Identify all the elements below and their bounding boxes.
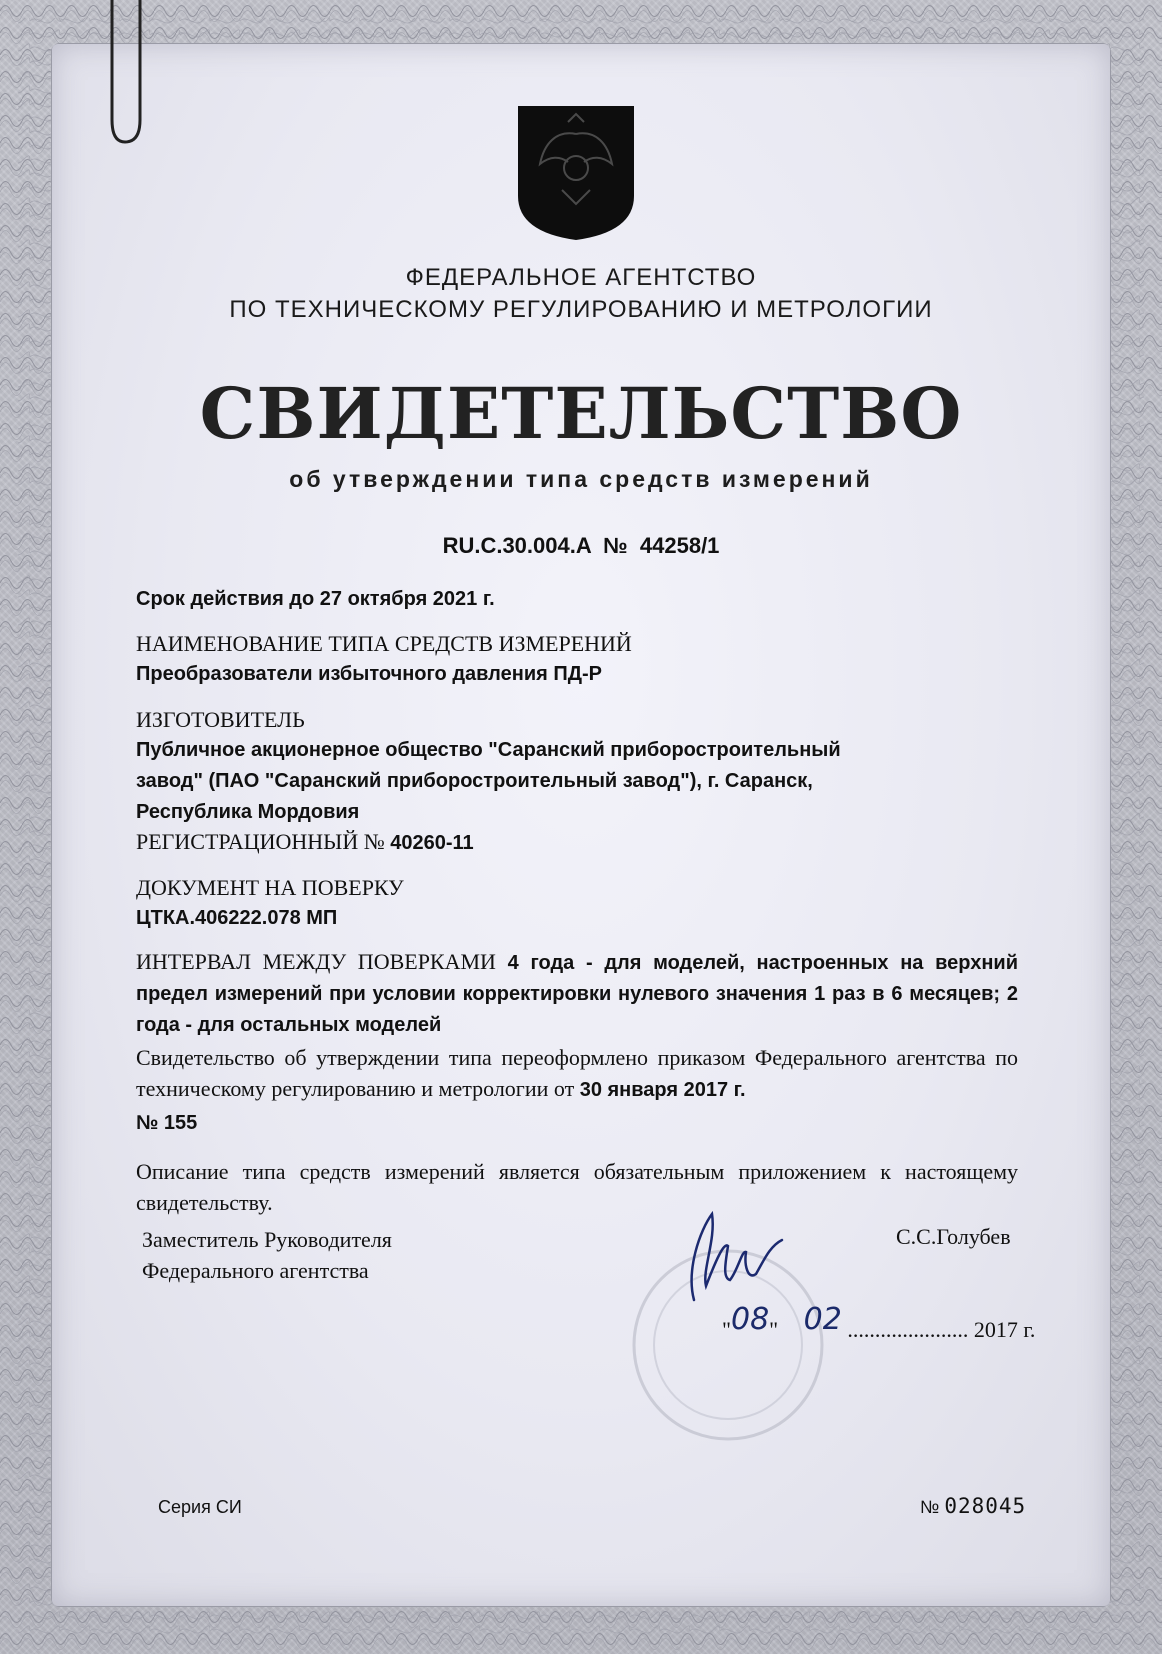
signatory-position-line2: Федерального агентства [142,1258,369,1283]
date-close-quote: " [769,1317,779,1342]
paper-clip-icon [110,0,160,150]
manufacturer-line2: завод" (ПАО "Саранский приборостроительный завод"), г. Саранск, [136,770,813,792]
signatory-position-line1: Заместитель Руководителя [142,1227,392,1252]
registration-value: 40260-11 [390,832,474,854]
interval-text: 4 года - для моделей, настроенных на верхний предел измерений при условии корректировки нулевого значения 1 раз в 6 месяцев; 2 года - для остальных моделей [136,952,1018,1036]
interval-label: ИНТЕРВАЛ МЕЖДУ ПОВЕРКАМИ [136,949,496,974]
verification-doc-section [136,872,1022,934]
verification-doc-label: ДОКУМЕНТ НА ПОВЕРКУ [136,875,404,900]
date-year: 2017 г. [973,1317,1036,1342]
date-month: 02 [803,1302,842,1337]
reissue-order: № 155 [136,1112,198,1134]
type-name-section [136,628,1022,690]
certificate-number: RU.C.30.004.A № 44258/1 [442,533,720,558]
document-title: СВИДЕТЕЛЬСТВО [199,372,963,455]
agency-line1: ФЕДЕРАЛЬНОЕ АГЕНТСТВО [405,264,757,291]
reissue-text: Свидетельство об утверждении типа переоформлено приказом Федерального агентства по техническому регулированию и метрологии от [136,1045,1018,1101]
serial-number [920,1494,1026,1518]
type-name-value: Преобразователи избыточного давления ПД-Р [136,663,602,685]
type-name-label: НАИМЕНОВАНИЕ ТИПА СРЕДСТВ ИЗМЕРЕНИЙ [136,631,632,656]
interval-section [136,946,1018,1041]
signatory-position [142,1224,392,1286]
validity-label: Срок действия до [136,588,315,610]
serial-value: 028045 [944,1494,1027,1518]
date-open-quote: " [722,1317,731,1342]
manufacturer-line3: Республика Мордовия [136,801,360,823]
verification-doc-value: ЦТКА.406222.078 МП [136,907,338,929]
registration-label: РЕГИСТРАЦИОННЫЙ № [136,829,385,854]
signatory-name: С.С.Голубев [896,1224,1011,1249]
manufacturer-label: ИЗГОТОВИТЕЛЬ [136,707,305,732]
validity-value: 27 октября 2021 г. [319,588,495,610]
agency-line2: ПО ТЕХНИЧЕСКОМУ РЕГУЛИРОВАНИЮ И МЕТРОЛОГИИ [229,296,933,323]
serial-prefix: № [920,1497,940,1517]
signature-date [722,1302,1036,1345]
reissue-section [136,1042,1018,1139]
series-label: Серия СИ [158,1497,242,1517]
coat-of-arms-icon [516,104,636,242]
manufacturer-line1: Публичное акционерное общество "Саранский приборостроительный [136,739,841,761]
registration-row [136,826,1022,859]
document-subtitle: об утверждении типа средств измерений [289,466,873,492]
date-dots: ...................... [847,1317,969,1342]
validity-row [136,584,1022,615]
reissue-date: 30 января 2017 г. [579,1079,746,1101]
handwritten-signature-icon [672,1200,792,1310]
date-day: 08 [730,1302,770,1337]
annex-note: Описание типа средств измерений является обязательным приложением к настоящему свидетельству. [136,1159,1018,1215]
manufacturer-section [136,704,1022,828]
